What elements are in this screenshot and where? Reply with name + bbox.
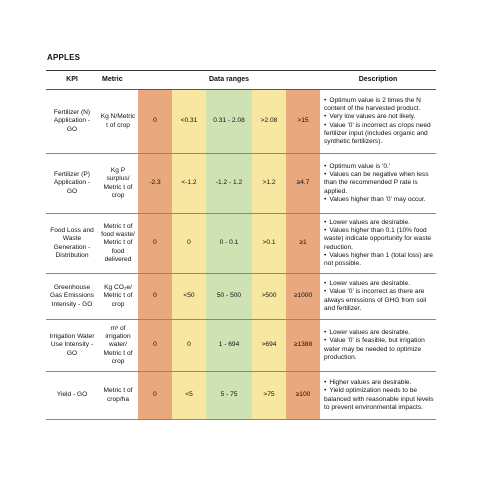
metric-unit: Kg P surplus/ Metric t of crop (98, 154, 138, 214)
description-bullet: • Values higher than 0.1 (10% food waste) indicate opportunity for waste reduction. (324, 227, 434, 252)
range-cell: 5 - 75 (206, 372, 252, 420)
range-cell: <-1.2 (172, 154, 206, 214)
metric-unit: Kg N/Metric t of crop (98, 90, 138, 154)
range-cell: >694 (252, 320, 286, 372)
kpi-name: Irrigation Water Use Intensity - GO (46, 320, 98, 372)
table-row (46, 320, 436, 372)
table-row (46, 274, 436, 320)
table-row (46, 214, 436, 274)
range-cell: >2.08 (252, 90, 286, 154)
description-bullet: • Lower values are desirable. (324, 329, 434, 337)
range-cell: 0 (138, 90, 172, 154)
description-cell (320, 274, 436, 320)
description-bullet: • Higher values are desirable. (324, 379, 434, 387)
description-bullet: • Values higher than '0' may occur. (324, 196, 434, 204)
range-cell: 0.31 - 2.08 (206, 90, 252, 154)
header-metric: Metric (98, 71, 138, 90)
range-cell: >75 (252, 372, 286, 420)
header-description: Description (320, 71, 436, 90)
description-bullet: • Value '0' is feasible, but irrigation water may be needed to optimize production. (324, 337, 434, 362)
kpi-table (46, 70, 436, 420)
kpi-name: Fertilizer (P) Application - GO (46, 154, 98, 214)
range-cell: >0.1 (252, 214, 286, 274)
range-cell: -2.3 (138, 154, 172, 214)
header-row (46, 71, 436, 90)
kpi-name: Fertilizer (N) Application - GO (46, 90, 98, 154)
range-cell: ≥1 (286, 214, 320, 274)
description-bullet: • Optimum value is 2 times the N content of the harvested product. (324, 97, 434, 113)
range-cell: >15 (286, 90, 320, 154)
description-cell (320, 154, 436, 214)
kpi-name: Food Loss and Waste Generation - Distribution (46, 214, 98, 274)
range-cell: 0 (172, 320, 206, 372)
range-cell: ≥4.7 (286, 154, 320, 214)
range-cell: -1.2 - 1.2 (206, 154, 252, 214)
range-cell: <50 (172, 274, 206, 320)
metric-unit: Metric t of crop/ha (98, 372, 138, 420)
metric-unit: Metric t of food waste/ Metric t of food delivered (98, 214, 138, 274)
range-cell: >500 (252, 274, 286, 320)
range-cell: 0 (138, 372, 172, 420)
description-bullet: • Values can be negative when less than the recommended P rate is applied. (324, 171, 434, 196)
description-bullet: • Value '0' is incorrect as crops need fertilizer input (includes organic and synthetic fertilizers). (324, 122, 434, 147)
range-cell: 0 (138, 320, 172, 372)
table-row (46, 372, 436, 420)
range-cell: 0 - 0.1 (206, 214, 252, 274)
description-cell (320, 90, 436, 154)
description-cell (320, 214, 436, 274)
table-row (46, 154, 436, 214)
description-bullet: • Value '0' is incorrect as there are always emissions of GHG from soil and fertilizer. (324, 288, 434, 313)
range-cell: 0 (138, 274, 172, 320)
range-cell: ≥100 (286, 372, 320, 420)
range-cell: 0 (138, 214, 172, 274)
description-bullet: • Optimum value is '0.' (324, 163, 434, 171)
description-bullet: • Yield optimization needs to be balanced with reasonable input levels to prevent environmental impacts. (324, 387, 434, 412)
metric-unit: m³ of irrigation water/ Metric t of crop (98, 320, 138, 372)
description-bullet: • Lower values are desirable. (324, 219, 434, 227)
range-cell: ≥1388 (286, 320, 320, 372)
range-cell: <5 (172, 372, 206, 420)
table-body (46, 90, 436, 420)
description-bullet: • Values higher than 1 (total loss) are not possible. (324, 252, 434, 268)
description-cell (320, 320, 436, 372)
range-cell: >1.2 (252, 154, 286, 214)
metric-unit: Kg CO₂e/ Metric t of crop (98, 274, 138, 320)
range-cell: 0 (172, 214, 206, 274)
range-cell: <0.31 (172, 90, 206, 154)
header-kpi: KPI (46, 71, 98, 90)
range-cell: 50 - 500 (206, 274, 252, 320)
kpi-name: Greenhouse Gas Emissions Intensity - GO (46, 274, 98, 320)
table-row (46, 90, 436, 154)
description-cell (320, 372, 436, 420)
kpi-name: Yield - GO (46, 372, 98, 420)
header-data-ranges: Data ranges (138, 71, 320, 90)
description-bullet: • Very low values are not likely. (324, 113, 434, 121)
range-cell: 1 - 694 (206, 320, 252, 372)
description-bullet: • Lower values are desirable. (324, 280, 434, 288)
range-cell: ≥1000 (286, 274, 320, 320)
page-title: APPLES (47, 53, 81, 62)
